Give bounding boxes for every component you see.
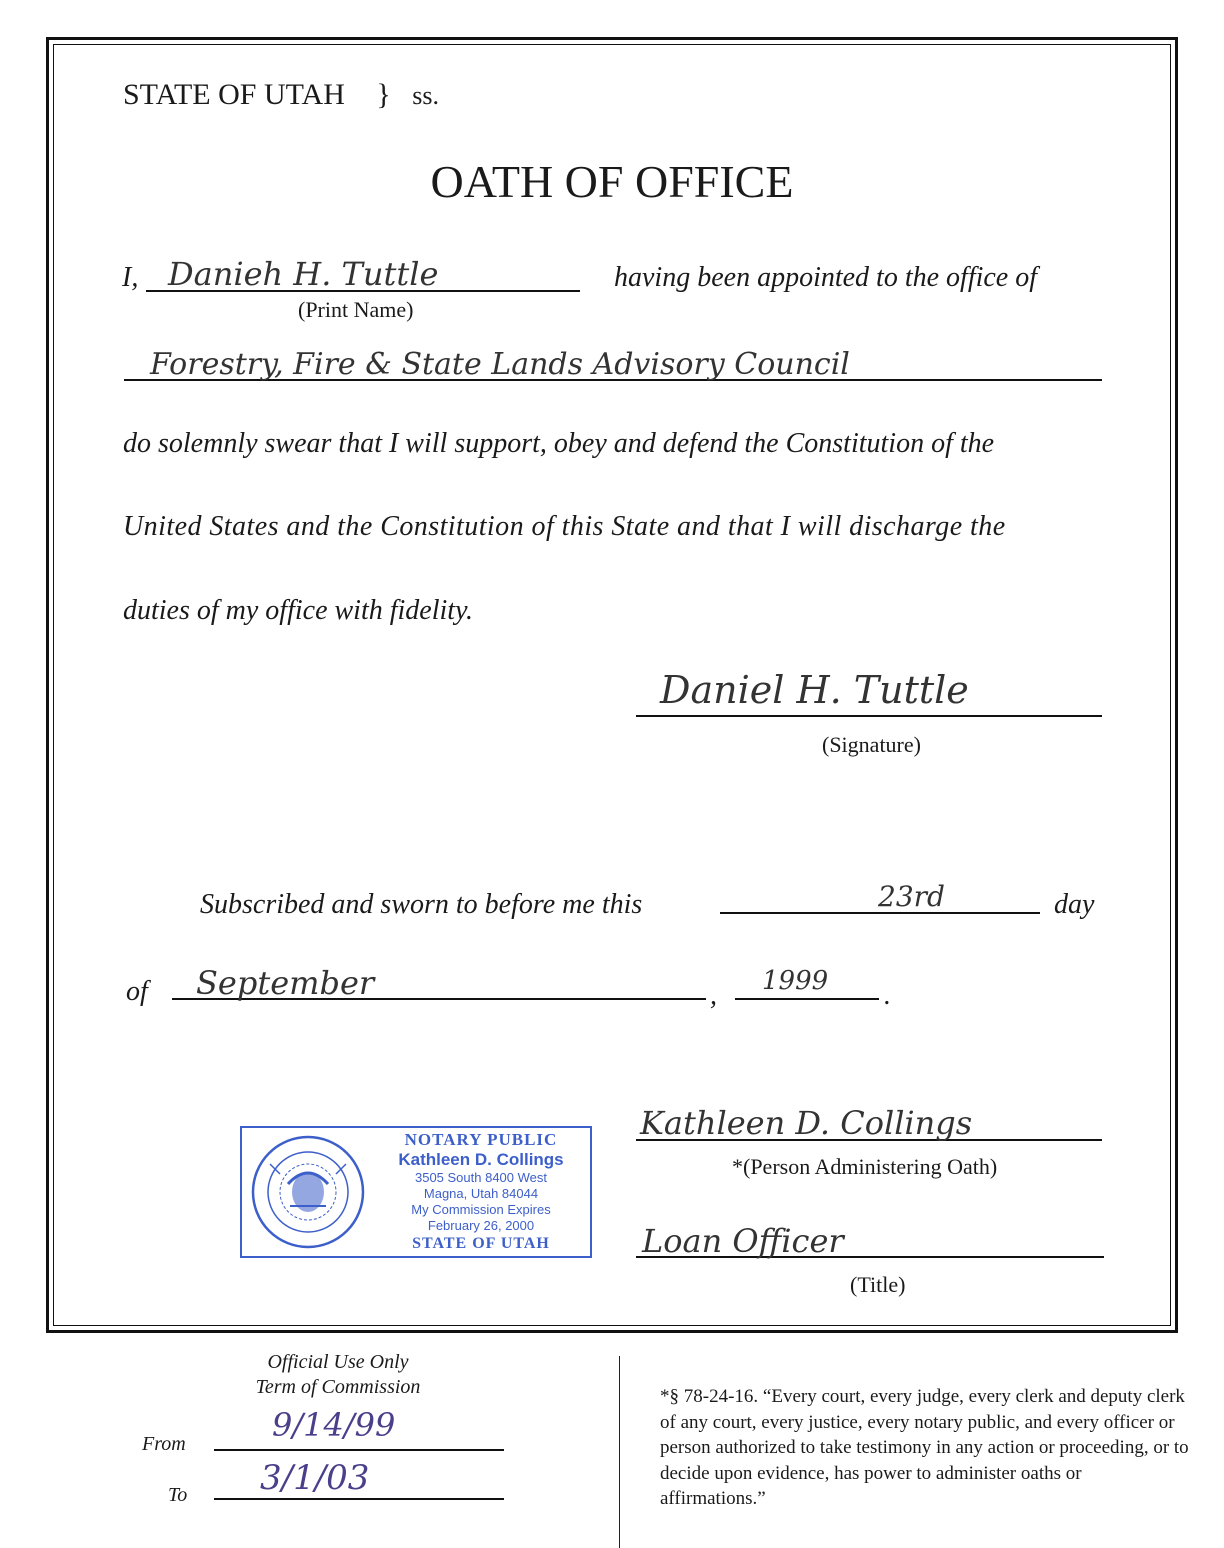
from-value: 9/14/99	[272, 1406, 396, 1444]
sworn-prefix: Subscribed and sworn to before me this	[200, 889, 643, 920]
stamp-line-2: Kathleen D. Collings	[398, 1150, 564, 1169]
brace: }	[376, 78, 391, 111]
period: .	[884, 980, 891, 1011]
signature-caption: (Signature)	[822, 732, 921, 757]
of-label: of	[126, 976, 148, 1007]
signature-line	[636, 715, 1102, 717]
official-use-line-1: Official Use Only	[267, 1351, 409, 1373]
day-value: 23rd	[878, 880, 945, 913]
state-name: STATE OF UTAH	[123, 78, 345, 111]
to-label: To	[168, 1484, 188, 1506]
official-use-line-2: Term of Commission	[255, 1376, 421, 1398]
notary-stamp	[240, 1126, 592, 1258]
document-title: OATH OF OFFICE	[430, 156, 794, 207]
stamp-line-6: February 26, 2000	[427, 1218, 535, 1233]
oath-body-line-3: duties of my office with fidelity.	[123, 595, 473, 626]
title-value: Loan Officer	[642, 1222, 844, 1260]
footer-divider	[619, 1356, 620, 1548]
appointed-text: having been appointed to the office of	[614, 262, 1038, 293]
stamp-text	[370, 1130, 592, 1253]
year-value: 1999	[762, 966, 829, 996]
stamp-line-3: 3505 South 8400 West	[414, 1170, 548, 1185]
office-value: Forestry, Fire & State Lands Advisory Council	[150, 347, 850, 382]
i-label: I,	[122, 262, 139, 293]
stamp-line-5: My Commission Expires	[411, 1202, 551, 1217]
day-label: day	[1054, 889, 1095, 920]
year-line	[735, 998, 879, 1000]
state-line	[123, 78, 439, 112]
stamp-line-4: Magna, Utah 84044	[423, 1186, 539, 1201]
administering-caption: *(Person Administering Oath)	[732, 1154, 998, 1179]
from-label: From	[142, 1433, 186, 1455]
ss-label: ss.	[412, 81, 440, 110]
print-name-value: Danieh H. Tuttle	[168, 255, 439, 293]
to-line	[214, 1498, 504, 1500]
administering-signature-value: Kathleen D. Collings	[640, 1104, 973, 1142]
stamp-line-7: STATE OF UTAH	[412, 1235, 550, 1252]
oath-body-line-2: United States and the Constitution of this State and that I will discharge the	[123, 511, 1006, 542]
comma: ,	[710, 980, 717, 1011]
oath-body-line-1: do solemnly swear that I will support, obey and defend the Constitution of the	[123, 428, 995, 459]
month-value: September	[196, 964, 375, 1002]
to-value: 3/1/03	[260, 1458, 370, 1498]
print-name-caption: (Print Name)	[298, 297, 414, 322]
official-use-heading	[198, 1350, 478, 1400]
stamp-line-1: NOTARY PUBLIC	[404, 1130, 558, 1149]
great-seal-icon	[250, 1134, 366, 1250]
from-line	[214, 1449, 504, 1451]
statute-text: *§ 78-24-16. “Every court, every judge, every clerk and deputy clerk of any court, every justice, every notary public, and every officer or person authorized to take testimony in any action or proceeding, or to decide upon evidence, has power to administer oaths or affirmations.”	[660, 1386, 1189, 1509]
signature-value: Daniel H. Tuttle	[660, 668, 969, 712]
title-caption: (Title)	[850, 1272, 906, 1297]
inner-border	[53, 44, 1171, 1326]
